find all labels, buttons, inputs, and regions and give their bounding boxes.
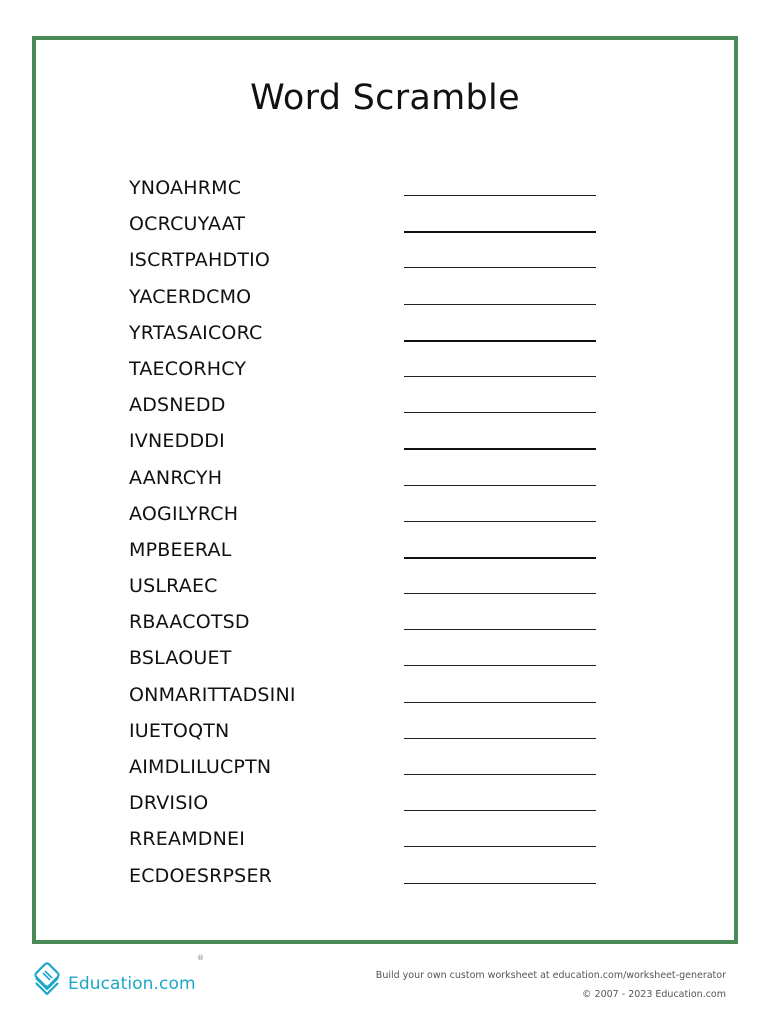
answer-line[interactable] — [404, 557, 596, 559]
answer-line[interactable] — [404, 231, 596, 233]
answer-line[interactable] — [404, 267, 596, 268]
worksheet-title: Word Scramble — [250, 78, 520, 118]
answer-line[interactable] — [404, 738, 596, 739]
scrambled-word: TAECORHCY — [129, 357, 247, 380]
word-list — [129, 174, 599, 898]
answer-line[interactable] — [404, 485, 596, 486]
worksheet-generator-note[interactable]: Build your own custom worksheet at education.com/worksheet-generator — [375, 970, 726, 981]
word-row — [129, 825, 599, 861]
answer-line[interactable] — [404, 593, 596, 594]
word-row — [129, 644, 599, 680]
word-row — [129, 789, 599, 825]
scrambled-word: AOGILYRCH — [129, 502, 239, 525]
scrambled-word: ADSNEDD — [129, 394, 226, 417]
word-row — [129, 717, 599, 753]
answer-line[interactable] — [404, 412, 596, 413]
word-row — [129, 210, 599, 246]
word-row — [129, 427, 599, 463]
scrambled-word: ONMARITTADSINI — [129, 683, 296, 706]
scrambled-word: MPBEERAL — [129, 538, 232, 561]
answer-line[interactable] — [404, 665, 596, 666]
word-row — [129, 862, 599, 898]
word-row — [129, 283, 599, 319]
worksheet-frame — [32, 36, 738, 944]
copyright: © 2007 - 2023 Education.com — [582, 989, 726, 1000]
answer-line[interactable] — [404, 340, 596, 342]
scrambled-word: ECDOESRPSER — [129, 864, 273, 887]
word-row — [129, 391, 599, 427]
footer — [0, 950, 768, 1024]
word-row — [129, 464, 599, 500]
scrambled-word: USLRAEC — [129, 575, 218, 598]
scrambled-word: AIMDLILUCPTN — [129, 756, 272, 778]
education-logo[interactable] — [30, 962, 196, 998]
word-row — [129, 246, 599, 282]
word-row — [129, 536, 599, 572]
scrambled-word: YNOAHRMC — [129, 177, 242, 199]
answer-line[interactable] — [404, 304, 596, 305]
scrambled-word: OCRCUYAAT — [129, 213, 246, 236]
answer-line[interactable] — [404, 810, 596, 811]
answer-line[interactable] — [404, 846, 596, 847]
word-row — [129, 608, 599, 644]
word-row — [129, 319, 599, 355]
scrambled-word: RREAMDNEI — [129, 828, 246, 851]
answer-line[interactable] — [404, 521, 596, 522]
scrambled-word: DRVISIO — [129, 792, 209, 815]
answer-line[interactable] — [404, 376, 596, 377]
answer-line[interactable] — [404, 629, 596, 630]
word-row — [129, 572, 599, 608]
word-row — [129, 500, 599, 536]
answer-line[interactable] — [404, 883, 596, 884]
answer-line[interactable] — [404, 195, 596, 196]
answer-line[interactable] — [404, 702, 596, 703]
brand-name: Education.com — [68, 974, 196, 994]
scrambled-word: IUETOQTN — [129, 719, 230, 742]
answer-line[interactable] — [404, 448, 596, 450]
word-row — [129, 681, 599, 717]
scrambled-word: IVNEDDDI — [129, 430, 225, 453]
registered-mark: ® — [197, 954, 204, 962]
scrambled-word: RBAACOTSD — [129, 611, 250, 634]
scrambled-word: ISCRTPAHDTIO — [129, 249, 271, 272]
word-row — [129, 355, 599, 391]
scrambled-word: BSLAOUET — [129, 647, 232, 670]
scrambled-word: YRTASAICORC — [129, 321, 263, 344]
answer-line[interactable] — [404, 774, 596, 775]
education-logo-icon — [30, 962, 66, 998]
word-row — [129, 174, 599, 210]
word-row — [129, 753, 599, 789]
scrambled-word: AANRCYH — [129, 466, 223, 489]
scrambled-word: YACERDCMO — [129, 285, 252, 308]
